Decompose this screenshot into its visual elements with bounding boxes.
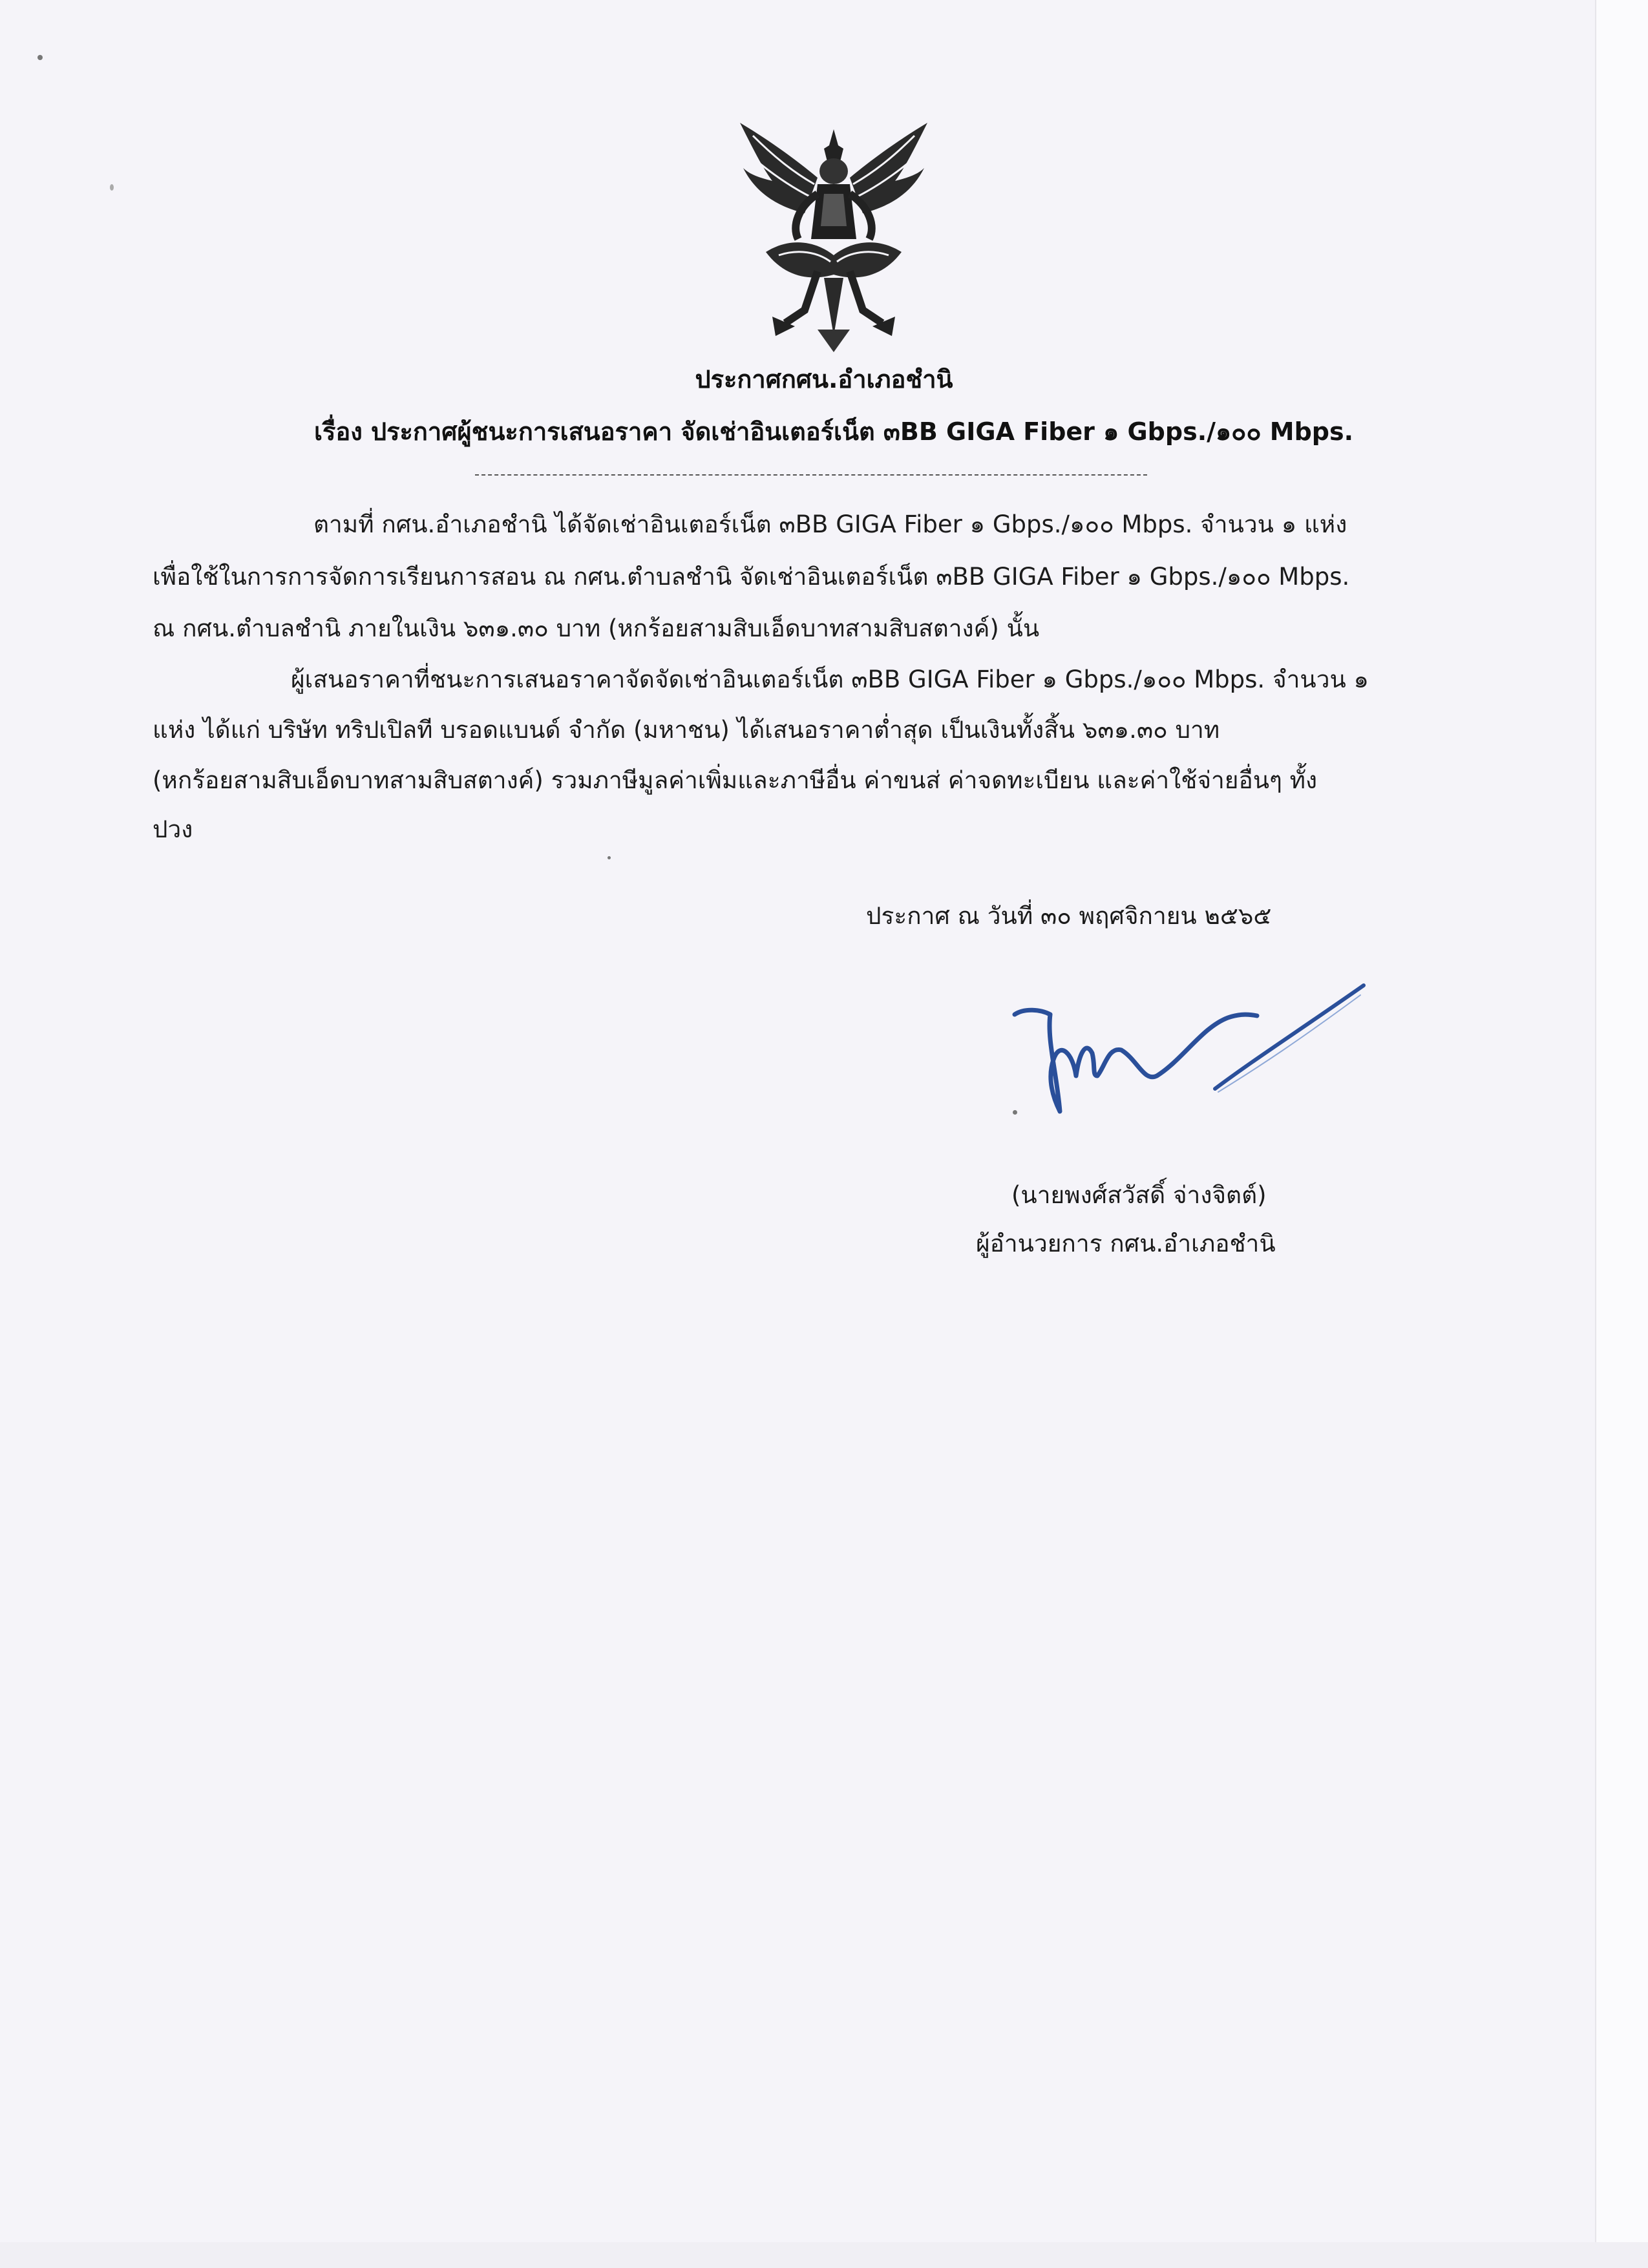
page-bottom-edge bbox=[0, 2242, 1648, 2268]
garuda-emblem-icon bbox=[727, 116, 940, 355]
body-line: ผู้เสนอราคาที่ชนะการเสนอราคาจัดจัดเช่าอินเตอร์เน็ต ๓BB GIGA Fiber ๑ Gbps./๑๐๐ Mbps. จำนวน ๑ bbox=[291, 666, 1369, 693]
signer-name: (นายพงศ์สวัสดิ์ จ่างจิตต์) bbox=[1011, 1181, 1267, 1209]
page-edge bbox=[1595, 0, 1648, 2268]
signer-title: ผู้อำนวยการ กศน.อำเภอชำนิ bbox=[976, 1230, 1276, 1257]
scan-speck bbox=[607, 856, 611, 859]
scan-speck bbox=[1013, 1110, 1017, 1115]
body-line: ปวง bbox=[153, 815, 193, 843]
handwritten-signature bbox=[995, 969, 1377, 1131]
body-line: (หกร้อยสามสิบเอ็ดบาทสามสิบสตางค์) รวมภาษีมูลค่าเพิ่มและภาษีอื่น ค่าขนส่ ค่าจดทะเบียน และค่าใช้จ่ายอื่นๆ ทั้ง bbox=[153, 766, 1318, 794]
body-line: แห่ง ได้แก่ บริษัท ทริปเปิลที บรอดแบนด์ จำกัด (มหาชน) ได้เสนอราคาต่ำสุด เป็นเงินทั้งสิ้น ๖๓๑.๓๐ บาท bbox=[153, 716, 1220, 744]
body-line: ณ กศน.ตำบลชำนิ ภายในเงิน ๖๓๑.๓๐ บาท (หกร้อยสามสิบเอ็ดบาทสามสิบสตางค์) นั้น bbox=[153, 614, 1040, 642]
scan-speck bbox=[37, 55, 43, 60]
announcement-title: ประกาศกศน.อำเภอชำนิ bbox=[695, 365, 953, 394]
body-line: ตามที่ กศน.อำเภอชำนิ ได้จัดเช่าอินเตอร์เน็ต ๓BB GIGA Fiber ๑ Gbps./๑๐๐ Mbps. จำนวน ๑ แห่ง bbox=[313, 510, 1347, 538]
body-line: เพื่อใช้ในการการจัดการเรียนการสอน ณ กศน.ตำบลชำนิ จัดเช่าอินเตอร์เน็ต ๓BB GIGA Fiber ๑ Gbps./๑๐๐ Mbps. bbox=[153, 563, 1350, 591]
scan-speck bbox=[110, 184, 114, 191]
announcement-date: ประกาศ ณ วันที่ ๓๐ พฤศจิกายน ๒๕๖๕ bbox=[866, 902, 1272, 930]
announcement-subject: เรื่อง ประกาศผู้ชนะการเสนอราคา จัดเช่าอินเตอร์เน็ต ๓BB GIGA Fiber ๑ Gbps./๑๐๐ Mbps. bbox=[313, 417, 1354, 446]
separator-line bbox=[475, 474, 1147, 476]
